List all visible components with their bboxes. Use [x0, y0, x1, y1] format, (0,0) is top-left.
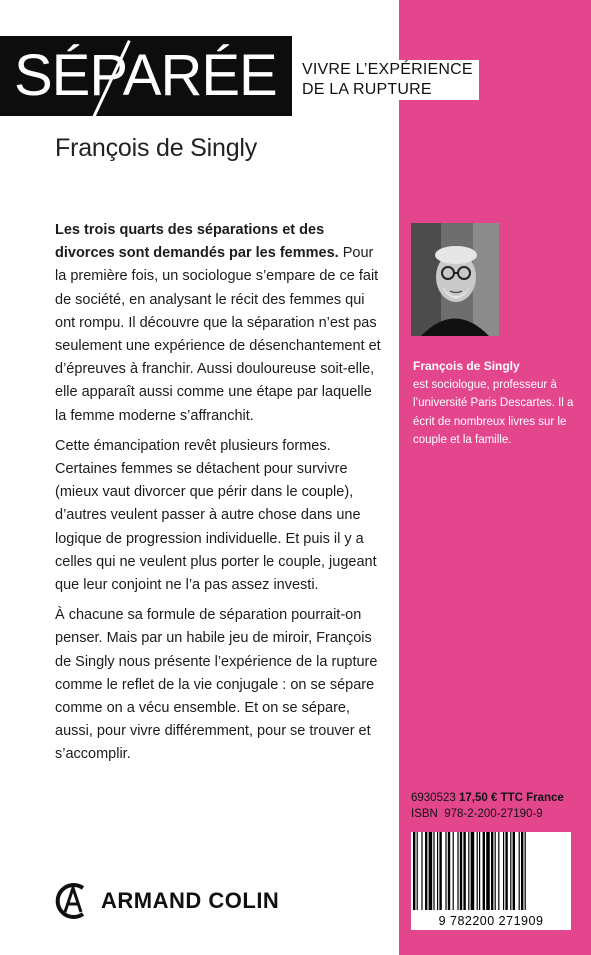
price-line	[411, 790, 571, 806]
isbn-number: 978-2-200-27190-9	[444, 808, 543, 820]
barcode-bar	[477, 832, 478, 910]
subtitle	[298, 60, 479, 100]
barcode-bar	[468, 832, 469, 910]
barcode	[411, 832, 571, 930]
subtitle-line-1: VIVRE L’EXPÉRIENCE	[298, 60, 479, 80]
barcode-bar	[457, 832, 458, 910]
barcode-bar	[510, 832, 511, 910]
barcode-bar	[498, 832, 499, 910]
author-photo	[411, 223, 499, 336]
publisher-block	[53, 880, 279, 922]
barcode-bar	[483, 832, 485, 910]
publisher-name: ARMAND COLIN	[101, 888, 280, 913]
barcode-bar	[525, 832, 526, 910]
barcode-bar	[417, 832, 418, 910]
barcode-bar	[460, 832, 462, 910]
bio-text: est sociologue, professeur à l’université Paris Descartes. Il a écrit de nombreux livres sur le couple et la famille.	[413, 378, 574, 447]
barcode-bar	[448, 832, 450, 910]
barcode-bar	[439, 832, 441, 910]
bio-author-name: François de Singly	[413, 359, 520, 373]
author-name: François de Singly	[55, 134, 258, 162]
barcode-bar	[519, 832, 520, 910]
blurb-p1-rest: Pour la première fois, un sociologue s’empare de ce fait de société, en analysant le récit des femmes qui ont rompu. Il découvre que la séparation n’est pas seulement une expérience de désenchantement et d’épreuves à franchir. Aussi douloureuse soit-elle, elle apparaît aussi comme une étape par laquelle la femme moderne s’affranchit.	[55, 245, 381, 424]
blurb-paragraph-3: À chacune sa formule de séparation pourrait-on penser. Mais par un habile jeu de miroir, François de Singly nous présente l’expérience de la rupture comme le reflet de la vie conjugale : on se sépare comme on a vécu ensemble. Et on se sépare, aussi, pour vivre différemment, pour se trouver et s’accomplir.	[55, 607, 378, 763]
subtitle-line-2: DE LA RUPTURE	[298, 80, 479, 100]
blurb-paragraph-2: Cette émancipation revêt plusieurs formes. Certaines femmes se détachent pour survivre (mieux vaut divorcer que périr dans le couple), d’autres veulent passer à autre chose dans une logique de progression individuelle. Et puis il y a celles qui ne veulent plus porter le couple, jugeant que leur conjoint ne l’a pas assez investi.	[55, 437, 377, 594]
barcode-bar	[486, 832, 490, 910]
author-bio	[413, 357, 583, 450]
barcode-bar	[413, 832, 415, 910]
price-block	[411, 790, 571, 822]
title-banner	[0, 36, 292, 116]
barcode-bar	[471, 832, 475, 910]
barcode-bar	[513, 832, 515, 910]
book-title: SÉPARÉE	[14, 43, 277, 108]
barcode-bar	[503, 832, 504, 910]
isbn-label: ISBN	[411, 808, 438, 820]
barcode-bar	[421, 832, 422, 910]
barcode-bar	[425, 832, 427, 910]
barcode-bar	[491, 832, 493, 910]
barcode-bar	[463, 832, 465, 910]
isbn-line	[411, 806, 571, 822]
barcode-bar	[453, 832, 454, 910]
barcode-bars	[411, 832, 571, 912]
barcode-bar	[429, 832, 433, 910]
back-cover-blurb	[55, 219, 385, 774]
blurb-paragraph-1	[55, 219, 385, 428]
barcode-bar	[495, 832, 496, 910]
barcode-bar	[521, 832, 523, 910]
barcode-bar	[445, 832, 446, 910]
barcode-bar	[437, 832, 438, 910]
price: 17,50 € TTC France	[458, 792, 564, 804]
product-code: 6930523	[411, 792, 456, 804]
armand-colin-logo-icon	[53, 880, 91, 922]
blurb-lead: Les trois quarts des séparations et des divorces sont demandés par les femmes.	[55, 222, 339, 262]
barcode-bar	[479, 832, 480, 910]
barcode-bar	[433, 832, 434, 910]
barcode-bar	[505, 832, 507, 910]
barcode-digits: 9 782200 271909	[438, 914, 544, 928]
